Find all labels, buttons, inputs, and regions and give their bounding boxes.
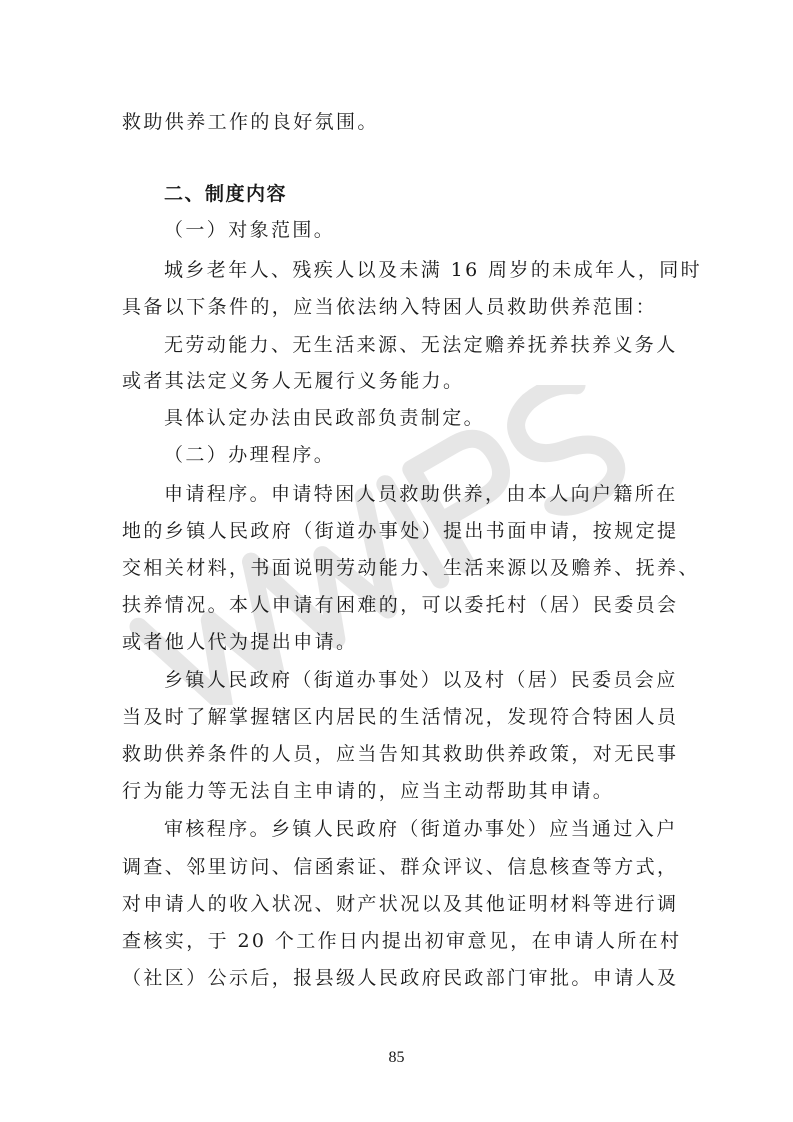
text-line: 交相关材料，书面说明劳动能力、生活来源以及赡养、抚养、 (122, 557, 700, 579)
text-line: （社区）公示后，报县级人民政府民政部门审批。申请人及 (122, 967, 679, 989)
text-line: 救助供养工作的良好氛围。 (122, 111, 379, 133)
text-line: 乡镇人民政府（街道办事处）以及村（居）民委员会应 (164, 669, 678, 691)
text-line: 或者其法定义务人无履行义务能力。 (122, 370, 465, 392)
section-heading: 二、制度内容 (164, 183, 288, 205)
text-line: 扶养情况。本人申请有困难的，可以委托村（居）民委员会 (122, 594, 679, 616)
page-number: 85 (388, 1049, 405, 1066)
text-line: 具备以下条件的，应当依法纳入特困人员救助供养范围： (122, 296, 658, 318)
text-line: 对申请人的收入状况、财产状况以及其他证明材料等进行调 (122, 893, 679, 915)
watermark-logo (110, 385, 650, 705)
text-line: 申请程序。申请特困人员救助供养，由本人向户籍所在 (164, 483, 678, 505)
text-line: 查核实，于 20 个工作日内提出初审意见，在申请人所在村 (122, 930, 682, 952)
text-line: 具体认定办法由民政部负责制定。 (164, 407, 486, 429)
text-line: 调查、邻里访问、信函索证、群众评议、信息核查等方式， (122, 856, 679, 878)
text-line: 地的乡镇人民政府（街道办事处）提出书面申请，按规定提 (122, 520, 679, 542)
text-line: 无劳动能力、无生活来源、无法定赡养抚养扶养义务人 (164, 334, 678, 356)
text-line: 城乡老年人、残疾人以及未满 16 周岁的未成年人，同时 (164, 259, 703, 281)
text-line: 当及时了解掌握辖区内居民的生活情况，发现符合特困人员 (122, 706, 679, 728)
subsection-heading: （二）办理程序。 (164, 444, 336, 466)
text-line: 救助供养条件的人员，应当告知其救助供养政策，对无民事 (122, 743, 679, 765)
text-line: 或者他人代为提出申请。 (122, 631, 358, 653)
subsection-heading: （一）对象范围。 (164, 219, 336, 241)
text-line: 审核程序。乡镇人民政府（街道办事处）应当通过入户 (164, 818, 678, 840)
text-line: 行为能力等无法自主申请的，应当主动帮助其申请。 (122, 780, 615, 802)
